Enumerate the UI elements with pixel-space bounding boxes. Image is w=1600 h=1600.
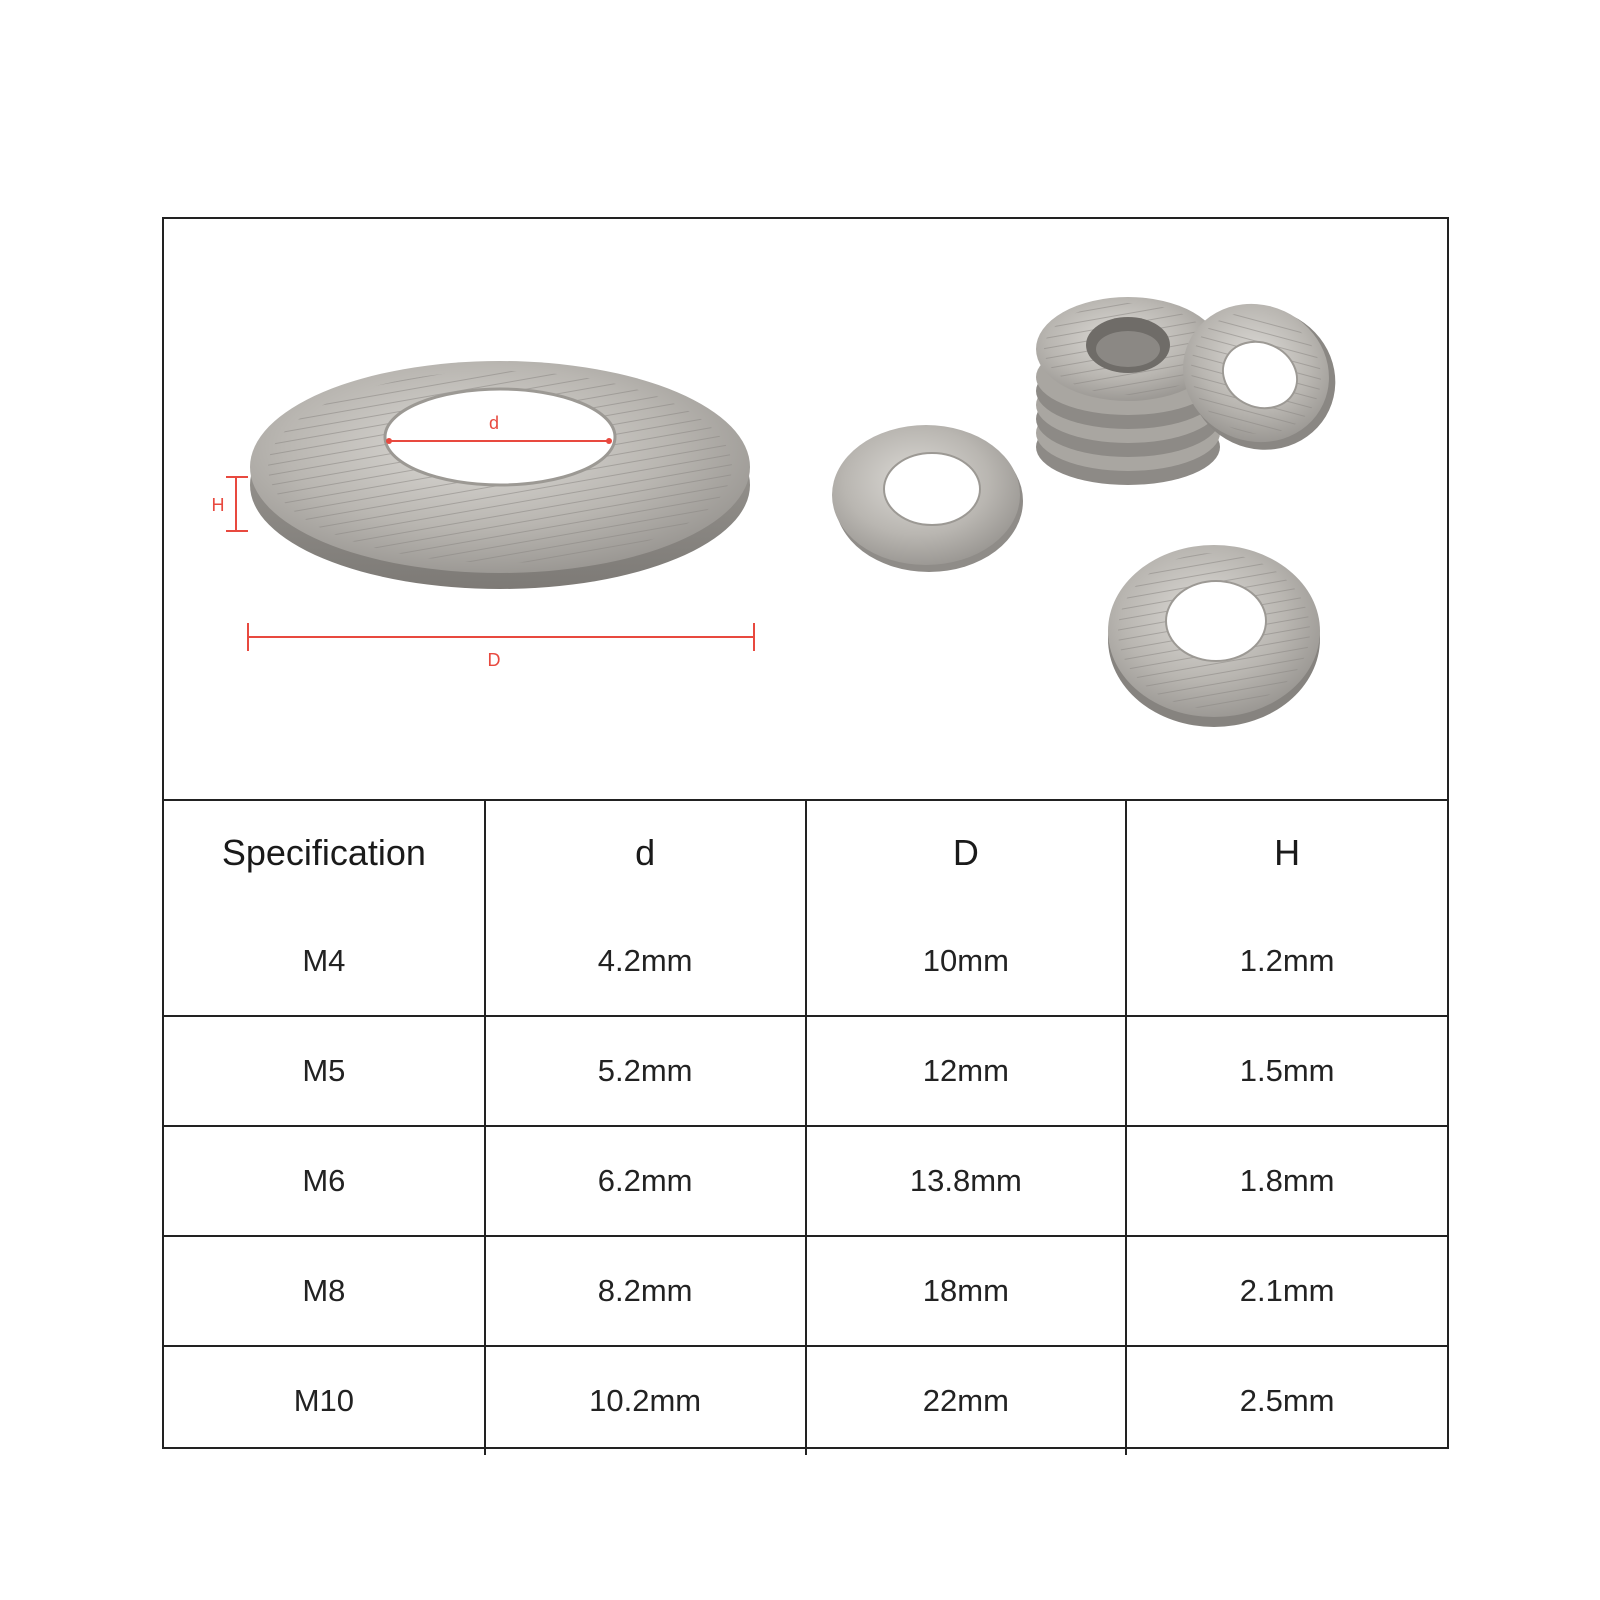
- cell-d: 5.2mm: [485, 1016, 806, 1126]
- cell-H: 2.1mm: [1126, 1236, 1447, 1346]
- cell-H: 1.8mm: [1126, 1126, 1447, 1236]
- dimension-D: [248, 623, 754, 670]
- cell-d: 10.2mm: [485, 1346, 806, 1455]
- cell-spec: M5: [164, 1016, 485, 1126]
- flat-washer: [832, 425, 1023, 572]
- table-row: [164, 1346, 1447, 1455]
- dimension-H: [212, 477, 249, 531]
- cell-D: 12mm: [806, 1016, 1127, 1126]
- spec-table: [164, 799, 1447, 1455]
- washer-illustration: [164, 219, 1447, 799]
- product-spec-card: [162, 217, 1449, 1449]
- cell-H: 2.5mm: [1126, 1346, 1447, 1455]
- cell-spec: M10: [164, 1346, 485, 1455]
- cell-d: 4.2mm: [485, 907, 806, 1016]
- cell-H: 1.2mm: [1126, 907, 1447, 1016]
- table-row: [164, 1016, 1447, 1126]
- serrated-washer: [1108, 545, 1320, 727]
- header-H: H: [1126, 799, 1447, 907]
- header-specification: Specification: [164, 799, 485, 907]
- product-photo: [164, 219, 1447, 801]
- header-D: D: [806, 799, 1127, 907]
- cell-d: 6.2mm: [485, 1126, 806, 1236]
- label-d: d: [488, 413, 500, 433]
- label-D: D: [487, 650, 501, 670]
- cell-D: 22mm: [806, 1346, 1127, 1455]
- table-row: [164, 1126, 1447, 1236]
- cell-spec: M6: [164, 1126, 485, 1236]
- cell-spec: M4: [164, 907, 485, 1016]
- cell-spec: M8: [164, 1236, 485, 1346]
- header-d: d: [485, 799, 806, 907]
- cell-D: 13.8mm: [806, 1126, 1127, 1236]
- cell-D: 10mm: [806, 907, 1127, 1016]
- table-header-row: [164, 799, 1447, 907]
- annotated-washer: [250, 361, 750, 589]
- label-H: H: [211, 495, 225, 515]
- cell-d: 8.2mm: [485, 1236, 806, 1346]
- cell-H: 1.5mm: [1126, 1016, 1447, 1126]
- cell-D: 18mm: [806, 1236, 1127, 1346]
- table-row: [164, 907, 1447, 1016]
- table-row: [164, 1236, 1447, 1346]
